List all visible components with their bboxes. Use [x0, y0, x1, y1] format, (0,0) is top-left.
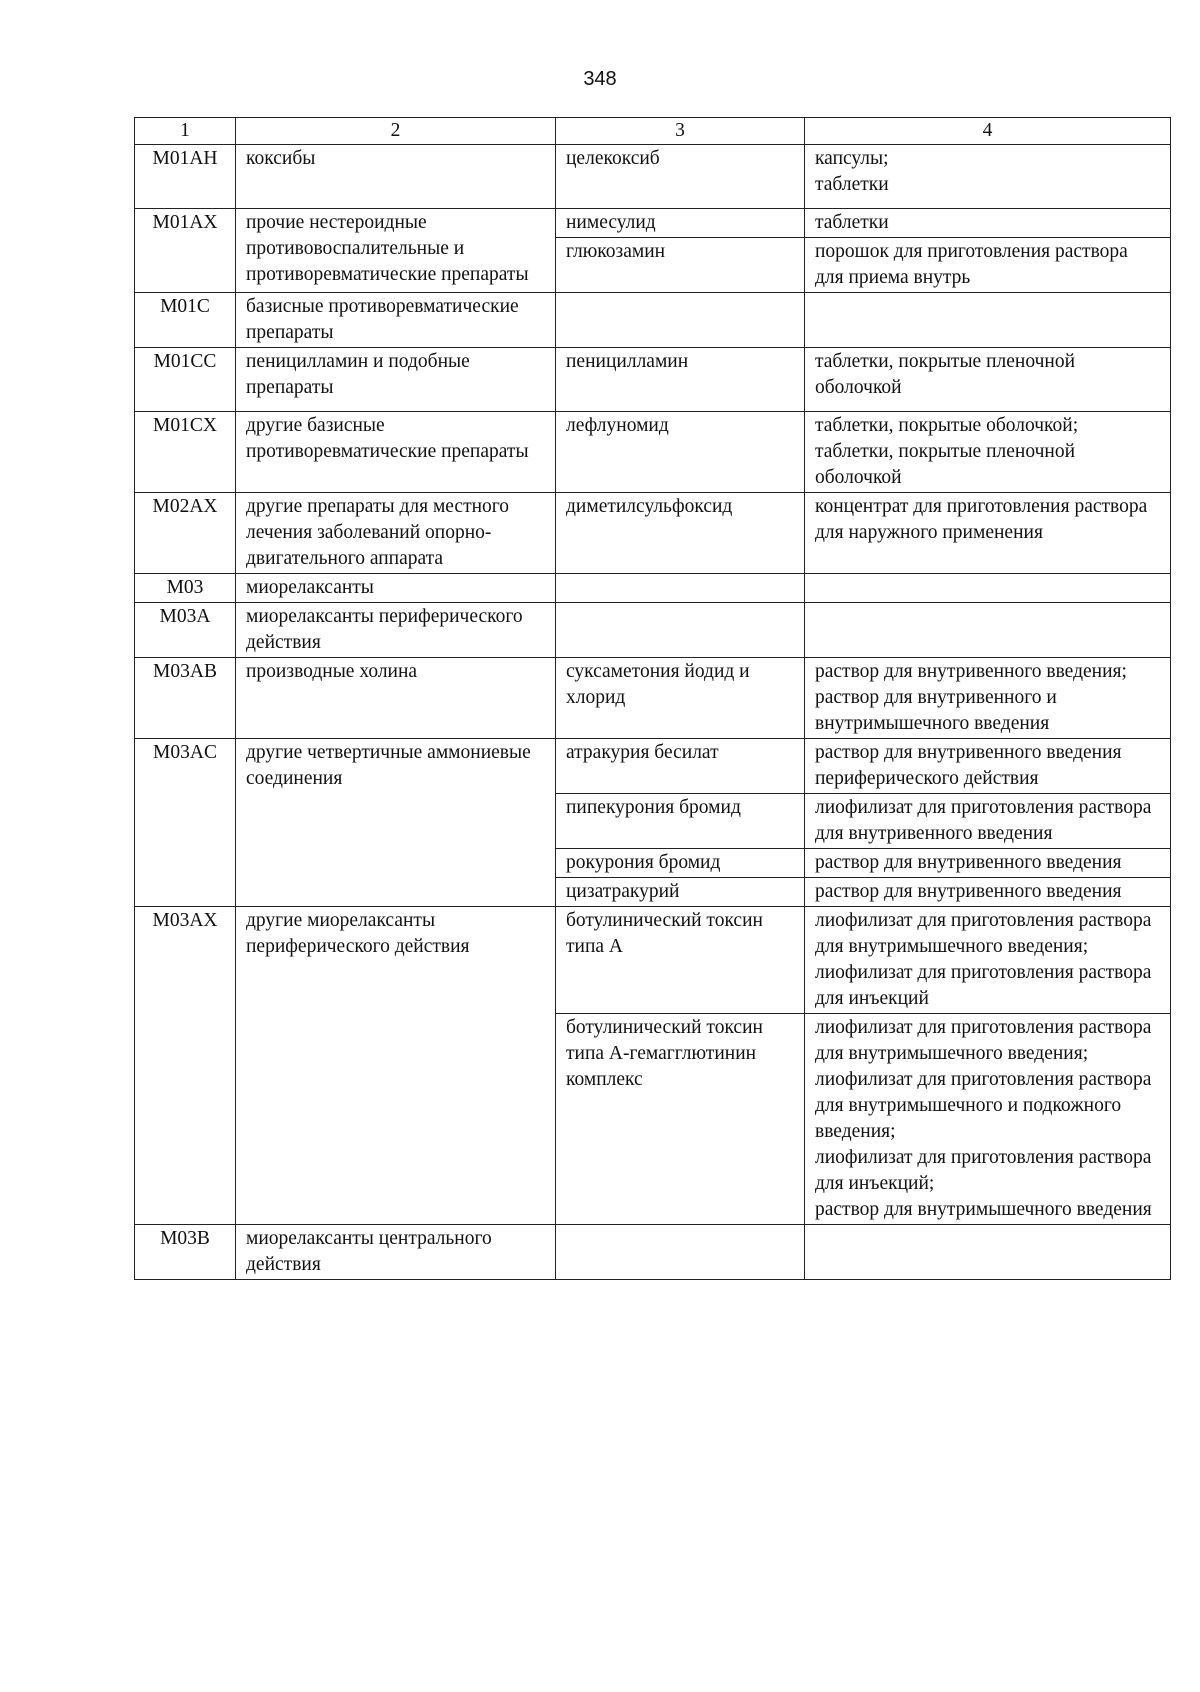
- table-row: [135, 739, 1171, 794]
- anatomical-group: другие базисные противоревматические препараты: [236, 412, 556, 493]
- drug-name: [556, 603, 805, 658]
- dosage-forms: таблетки, покрытые пленочной оболочкой: [805, 348, 1171, 412]
- dosage-forms: лиофилизат для приготовления раствора для внутримышечного введения; лиофилизат для приготовления раствора для внутримышечного и подкожного введения; лиофилизат для приготовления раствора для инъекций; раствор для внутримышечного введения: [805, 1014, 1171, 1225]
- column-number-2: 2: [236, 118, 556, 145]
- dosage-forms: раствор для внутривенного введения; раствор для внутривенного и внутримышечного введения: [805, 658, 1171, 739]
- dosage-forms: [805, 1225, 1171, 1280]
- atc-code: M01AX: [135, 209, 236, 293]
- anatomical-group: миорелаксанты периферического действия: [236, 603, 556, 658]
- table-row: [135, 1225, 1171, 1280]
- table-row: [135, 209, 1171, 238]
- dosage-forms: раствор для внутривенного введения: [805, 878, 1171, 907]
- atc-code: M03A: [135, 603, 236, 658]
- atc-code: M01CC: [135, 348, 236, 412]
- anatomical-group: миорелаксанты центрального действия: [236, 1225, 556, 1280]
- atc-code: M03AC: [135, 739, 236, 907]
- column-number-3: 3: [556, 118, 805, 145]
- table-row: [135, 658, 1171, 739]
- dosage-forms: таблетки: [805, 209, 1171, 238]
- atc-code: M03AB: [135, 658, 236, 739]
- drug-name: ботулинический токсин типа А: [556, 907, 805, 1014]
- table-row: [135, 574, 1171, 603]
- drug-name: [556, 1225, 805, 1280]
- atc-code: M03AX: [135, 907, 236, 1225]
- table-row: [135, 603, 1171, 658]
- atc-code: M02AX: [135, 493, 236, 574]
- dosage-forms: раствор для внутривенного введения периферического действия: [805, 739, 1171, 794]
- dosage-forms: лиофилизат для приготовления раствора для внутримышечного введения; лиофилизат для приготовления раствора для инъекций: [805, 907, 1171, 1014]
- table-row: [135, 348, 1171, 412]
- drug-table: [134, 117, 1171, 1280]
- drug-name: целекоксиб: [556, 145, 805, 209]
- drug-name: [556, 574, 805, 603]
- drug-name: атракурия бесилат: [556, 739, 805, 794]
- dosage-forms: [805, 293, 1171, 348]
- drug-name: нимесулид: [556, 209, 805, 238]
- anatomical-group: прочие нестероидные противовоспалительные и противоревматические препараты: [236, 209, 556, 293]
- drug-name: лефлуномид: [556, 412, 805, 493]
- dosage-forms: концентрат для приготовления раствора для наружного применения: [805, 493, 1171, 574]
- drug-name: пипекурония бромид: [556, 794, 805, 849]
- drug-name: глюкозамин: [556, 238, 805, 293]
- anatomical-group: производные холина: [236, 658, 556, 739]
- anatomical-group: базисные противоревматические препараты: [236, 293, 556, 348]
- dosage-forms: [805, 574, 1171, 603]
- dosage-forms: капсулы; таблетки: [805, 145, 1171, 209]
- atc-code: M03B: [135, 1225, 236, 1280]
- dosage-forms: раствор для внутривенного введения: [805, 849, 1171, 878]
- atc-code: M01AH: [135, 145, 236, 209]
- anatomical-group: другие четвертичные аммониевые соединения: [236, 739, 556, 907]
- drug-name: диметилсульфоксид: [556, 493, 805, 574]
- anatomical-group: другие миорелаксанты периферического действия: [236, 907, 556, 1225]
- atc-code: M01C: [135, 293, 236, 348]
- drug-name: цизатракурий: [556, 878, 805, 907]
- table-header-row: [135, 118, 1171, 145]
- drug-name: суксаметония йодид и хлорид: [556, 658, 805, 739]
- table-row: [135, 293, 1171, 348]
- dosage-forms: [805, 603, 1171, 658]
- drug-name: пеницилламин: [556, 348, 805, 412]
- table-row: [135, 145, 1171, 209]
- table-row: [135, 907, 1171, 1014]
- dosage-forms: порошок для приготовления раствора для приема внутрь: [805, 238, 1171, 293]
- dosage-forms: таблетки, покрытые оболочкой; таблетки, покрытые пленочной оболочкой: [805, 412, 1171, 493]
- drug-name: рокурония бромид: [556, 849, 805, 878]
- drug-name: [556, 293, 805, 348]
- atc-code: M01CX: [135, 412, 236, 493]
- dosage-forms: лиофилизат для приготовления раствора для внутривенного введения: [805, 794, 1171, 849]
- anatomical-group: миорелаксанты: [236, 574, 556, 603]
- table-row: [135, 493, 1171, 574]
- page-number: 348: [583, 68, 617, 90]
- anatomical-group: другие препараты для местного лечения заболеваний опорно-двигательного аппарата: [236, 493, 556, 574]
- atc-code: M03: [135, 574, 236, 603]
- column-number-1: 1: [135, 118, 236, 145]
- anatomical-group: пеницилламин и подобные препараты: [236, 348, 556, 412]
- drug-name: ботулинический токсин типа А-гемагглютинин комплекс: [556, 1014, 805, 1225]
- anatomical-group: коксибы: [236, 145, 556, 209]
- table-row: [135, 412, 1171, 493]
- column-number-4: 4: [805, 118, 1171, 145]
